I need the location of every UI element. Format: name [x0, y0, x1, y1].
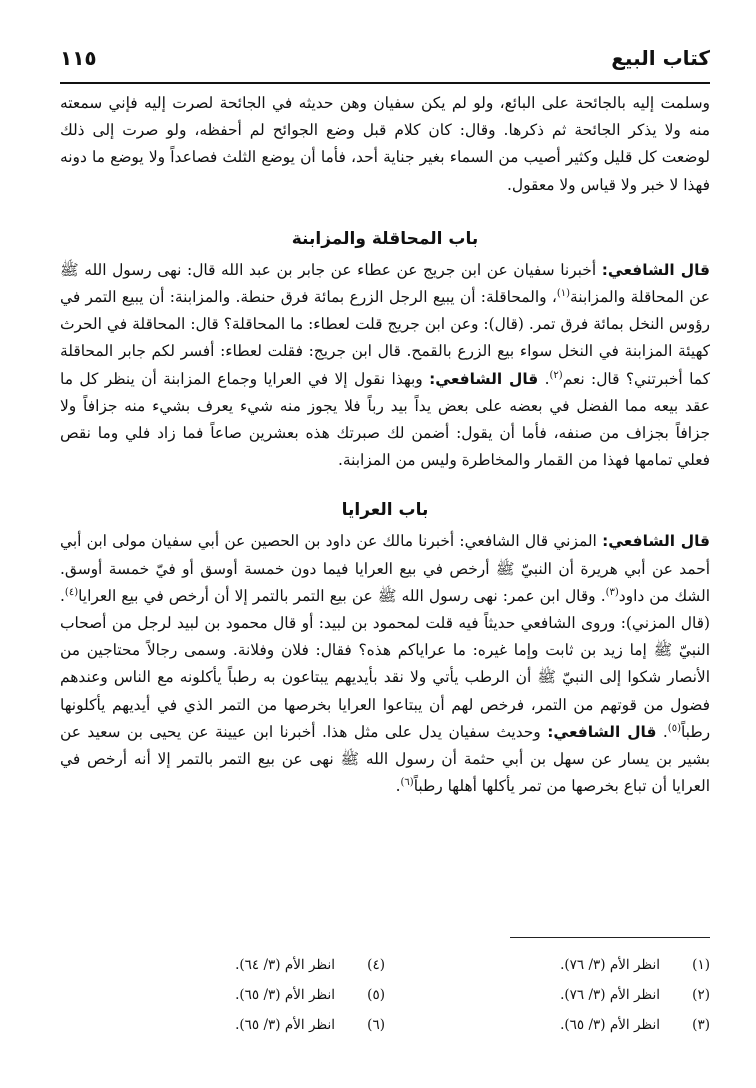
section-heading-araya: باب العرايا: [341, 500, 429, 521]
footnote-number: (٢): [692, 987, 710, 1003]
text-run: وبهذا نقول إلا في العرايا وجماع المزابنة أن ينظر كل ما عقد بيعه مما الفضل في بعضه على بعض يداً بيد رباً فلا يجوز منه شيء يعرف بشيء منه جزافاً ولا جزافاً بجزاف من صنفه، فأما أن يقول: أضمن لك صبرتك هذه بعشرين صاعاً فما زاد فلي وما نقص فعلي تمامها فهذا من القمار والمخاطرة وليس من المزابنة.: [60, 369, 710, 470]
footnote-text: انظر الأم (٣/ ٦٤).: [235, 957, 335, 973]
footnotes: [60, 950, 710, 1040]
footnote-number: (١): [692, 957, 710, 973]
footnote-rule: [510, 937, 710, 938]
text-run: .: [395, 777, 401, 796]
text-run: .: [656, 722, 668, 741]
paragraph-1: وسلمت إليه بالجائحة على البائع، ولو لم يكن سفيان وهن حديثه في الجائحة لصرت إليه فإني سمعته منه ولا يذكر الجائحة ثم ذكرها. وقال: كان كلام قبل وضع الجوائح لم أحفظه، ولو صرت إلى ذلك لوضعت كل قليل وكثير أصيب من السماء بغير جناية أحد، فأما أن يوضع الثلث فصاعداً ولا يوضع ما دونه فهذا لا خبر ولا قياس ولا معقول.: [60, 94, 710, 194]
speaker-lead: قال الشافعي:: [602, 532, 710, 551]
footnote-ref: (٢): [549, 369, 563, 381]
text-run: .: [538, 369, 550, 388]
text-run: المزني قال الشافعي: أخبرنا مالك عن داود بن الحصين عن أبي سفيان مولى ابن أبي أحمد عن أبي هريرة أن النبيّ ﷺ أرخص في بيع العرايا فيما دون خمسة أوسق أو فيّ خمسة أوسق. الشك من داود: [60, 532, 710, 605]
speaker-lead: قال الشافعي:: [429, 369, 539, 388]
speaker-lead: قال الشافعي:: [601, 260, 710, 279]
footnote-number: (٤): [367, 957, 385, 973]
footnote-4: [60, 950, 385, 980]
footnote-1: [385, 950, 710, 980]
text-run: ، والمحاقلة: أن يبيع الرجل الزرع بمائة فرق حنطة. والمزابنة: أن يبيع التمر في رؤوس النخل بمائة فرق تمر. (قال): وعن ابن جريج قلت لعطاء: ما المحاقلة؟ قال: المحاقلة في الحرث كهيئة المزابنة في النخل سواء بيع الزرع بالقمح. قال ابن جريج: فقلت لعطاء: أفسر لكم جابر المحاقلة كما أخبرتني؟ قال: نعم: [60, 288, 710, 388]
speaker-lead: قال الشافعي:: [547, 722, 657, 741]
footnote-text: انظر الأم (٣/ ٦٥).: [560, 1017, 660, 1033]
page-header: [60, 38, 710, 78]
section-heading-muhaqala: باب المحاقلة والمزابنة: [291, 228, 479, 249]
footnote-5: [60, 980, 385, 1010]
footnote-text: انظر الأم (٣/ ٧٦).: [560, 987, 660, 1003]
text-run: أخبرنا سفيان عن ابن جريج عن عطاء عن جابر بن عبد الله قال: نهى رسول الله ﷺ عن المحاقلة والمزابنة: [60, 260, 710, 307]
footnote-ref: (١): [556, 287, 571, 299]
footnote-ref: (٥): [667, 722, 681, 734]
text-run: وحديث سفيان يدل على مثل هذا. أخبرنا ابن عيينة عن يحيى بن سعيد عن بشير بن يسار عن سهل بن أبي حثمة أن رسول الله ﷺ نهى عن بيع التمر بالتمر إلا أنه أرخص في العرايا أن تباع بخرصها من تمر يأكلها أهلها رطباً: [60, 722, 710, 796]
footnote-2: [385, 980, 710, 1010]
footnote-number: (٣): [692, 1017, 710, 1033]
footnote-text: انظر الأم (٣/ ٦٥).: [235, 987, 335, 1003]
footnote-number: (٦): [367, 1017, 385, 1033]
footnote-text: انظر الأم (٣/ ٧٦).: [560, 957, 660, 973]
paragraph-3: [60, 528, 710, 800]
paragraph-2: [60, 257, 710, 475]
footnote-6: [60, 1010, 385, 1040]
footnote-text: انظر الأم (٣/ ٦٥).: [235, 1017, 335, 1033]
footnote-ref: (٤): [64, 586, 79, 598]
text-run: . وقال ابن عمر: نهى رسول الله ﷺ عن بيع التمر بالتمر إلا أن أرخص في بيع العرايا: [78, 586, 606, 605]
header-rule: [60, 82, 710, 84]
main-text: [60, 90, 710, 800]
footnote-3: [385, 1010, 710, 1040]
footnote-number: (٥): [367, 987, 385, 1003]
running-title: كتاب البيع: [611, 46, 710, 70]
text-run: . (قال المزني): وروى الشافعي حديثاً فيه قلت لمحمود بن لبيد: أو قال محمود بن لبيد لرجل من أصحاب النبيّ ﷺ إما زيد بن ثابت وإما غيره: ما عراياكم هذه؟ فقال: فلان وفلانة. وسمى رجالاً محتاجين من الأنصار شكوا إلى النبيّ ﷺ أن الرطب يأتي ولا نقد بأيديهم يبتاعون به رطباً يأكلونه مع الناس وعندهم فضول من قوتهم من التمر، فرخص لهم أن يبتاعوا العرايا بخرصها من التمر الذي في أيديهم يأكلونها رطباً: [60, 586, 710, 741]
page-number: ١١٥: [60, 46, 97, 70]
footnote-ref: (٣): [605, 586, 619, 598]
footnote-ref: (٦): [400, 777, 414, 789]
